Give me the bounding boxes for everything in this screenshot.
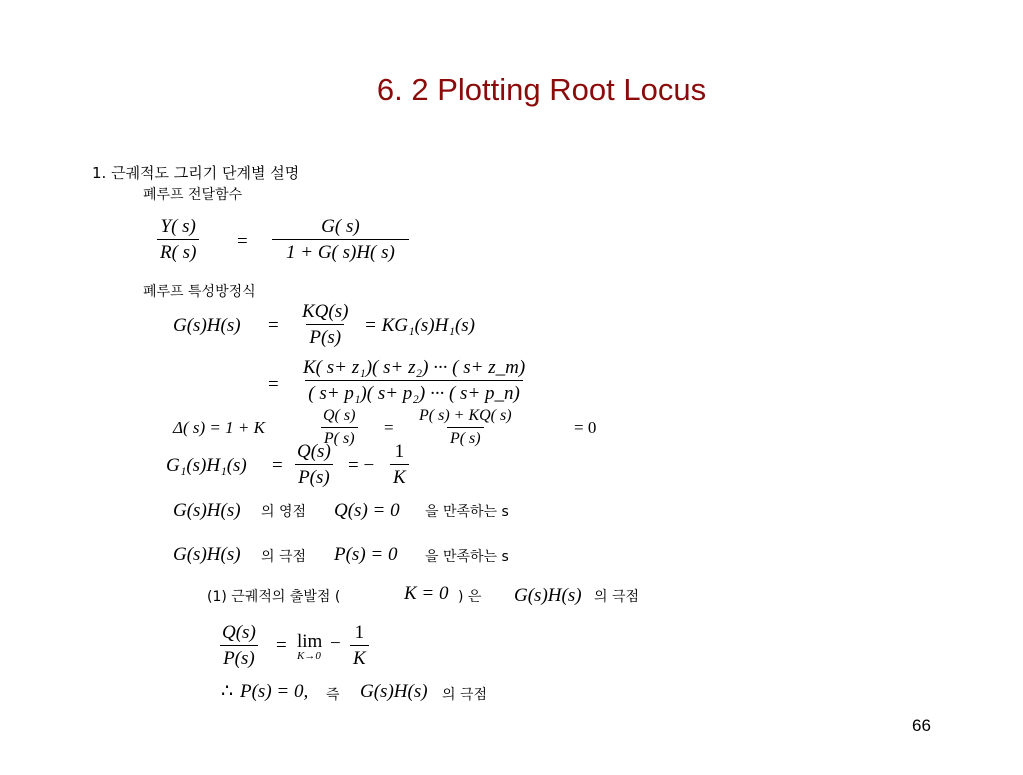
eq4-frac1-numerator: Q( s) <box>323 407 356 424</box>
eq4-lhs: Δ( s) = 1 + K <box>173 418 265 437</box>
eq1-rhs-denominator: 1 + G( s)H( s) <box>272 239 409 263</box>
eq3-denominator: ( s+ p₁)( s+ p₂) ··· ( s+ p_n) <box>305 380 523 404</box>
item1-gh: G(s)H(s) <box>514 585 582 606</box>
poles-text1: 의 극점 <box>261 549 307 565</box>
eq2-equals: = <box>268 315 279 336</box>
eq1-lhs-denominator: R( s) <box>157 239 199 263</box>
eq4-frac2-denominator: P( s) <box>447 427 484 448</box>
item1-condition: K = 0 <box>404 583 449 604</box>
limit-minus: − <box>330 633 341 654</box>
poles-text2: 을 만족하는 s <box>425 549 509 565</box>
conclusion-text1: 즉 <box>326 687 340 703</box>
limit-frac2-numerator: 1 <box>354 622 365 643</box>
section-heading: 1. 근궤적도 그리기 단계별 설명 <box>92 164 300 182</box>
eq4-rhs: = 0 <box>574 418 597 437</box>
conclusion-text2: 의 극점 <box>442 687 488 703</box>
eq1-lhs-numerator: Y( s) <box>160 216 196 237</box>
item1-text1: (1) 근궤적의 출발점 ( <box>207 589 341 605</box>
eq2-numerator: KQ(s) <box>302 301 349 322</box>
eq5-lhs: G₁(s)H₁(s) <box>166 455 247 476</box>
eq1-rhs-numerator: G( s) <box>321 216 360 237</box>
eq5-minus: = − <box>348 455 375 476</box>
eq4-frac1-denominator: P( s) <box>321 427 358 448</box>
eq2-lhs: G(s)H(s) <box>173 315 241 336</box>
limit-frac1-denominator: P(s) <box>220 645 258 669</box>
item1-text2: ) 은 <box>458 589 482 605</box>
zeros-text1: 의 영점 <box>261 504 307 520</box>
slide-title: 6. 2 Plotting Root Locus <box>376 72 707 107</box>
poles-gh: G(s)H(s) <box>173 544 241 565</box>
limit-equals: = <box>276 635 287 656</box>
limit-frac2-denominator: K <box>350 645 369 669</box>
eq1-equals: = <box>237 231 248 252</box>
limit-frac1-numerator: Q(s) <box>222 622 256 643</box>
eq5-frac2-numerator: 1 <box>394 441 405 462</box>
zeros-text2: 을 만족하는 s <box>425 504 509 520</box>
eq5-frac2-denominator: K <box>390 464 409 488</box>
char-eq-label: 폐루프 특성방정식 <box>143 284 256 300</box>
eq4-equals: = <box>384 418 394 437</box>
conclusion-gh: G(s)H(s) <box>360 681 428 702</box>
zeros-condition: Q(s) = 0 <box>334 500 400 521</box>
poles-condition: P(s) = 0 <box>334 544 398 565</box>
item1-text3: 의 극점 <box>594 589 640 605</box>
therefore-symbol: ∴ <box>221 681 234 702</box>
eq2-denominator: P(s) <box>306 324 344 348</box>
eq3-equals: = <box>268 374 279 395</box>
eq3-numerator: K( s+ z₁)( s+ z₂) ··· ( s+ z_m) <box>303 357 526 378</box>
eq5-equals: = <box>272 455 283 476</box>
limit-lim: lim <box>297 631 323 652</box>
closed-loop-tf-label: 폐루프 전달함수 <box>143 187 243 203</box>
eq4-frac2-numerator: P( s) + KQ( s) <box>419 407 512 424</box>
eq5-frac1-denominator: P(s) <box>295 464 333 488</box>
eq2-rest: = KG₁(s)H₁(s) <box>364 315 475 336</box>
limit-subscript: K→0 <box>297 650 321 662</box>
zeros-gh: G(s)H(s) <box>173 500 241 521</box>
page-number: 66 <box>912 716 931 735</box>
eq5-frac1-numerator: Q(s) <box>297 441 331 462</box>
conclusion-condition: P(s) = 0, <box>240 681 309 702</box>
